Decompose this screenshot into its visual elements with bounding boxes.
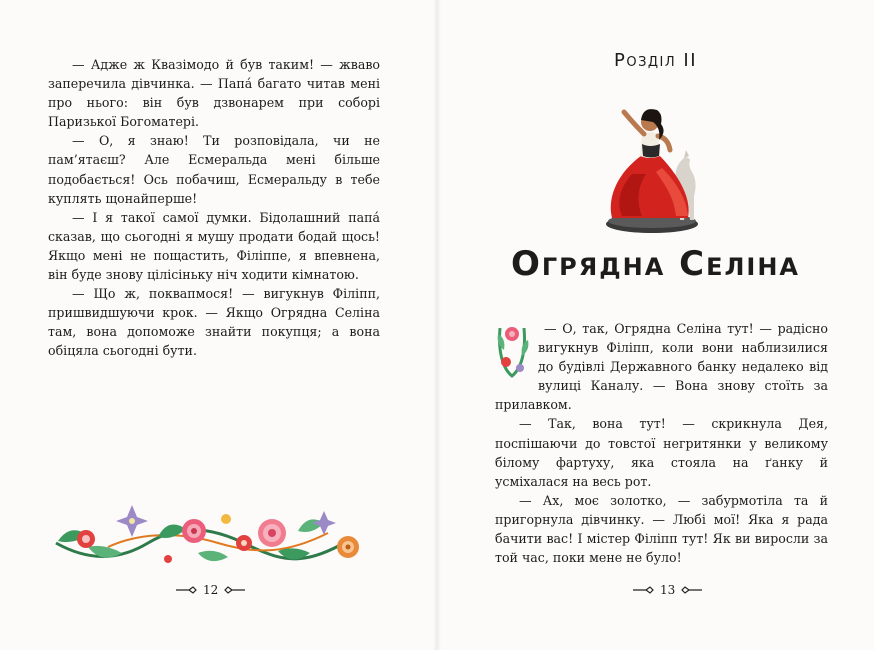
chapter-label: Розділ ІІ — [613, 50, 698, 71]
left-page-text — [48, 55, 380, 361]
floral-ornament-icon — [48, 503, 378, 573]
paragraph: — Так, вона тут! — скрикнула Дея, поспішаючи до товстої негритянки у великому білому фартуху, яка стояла на ґанку й усміхалася на весь рот. — [495, 416, 828, 489]
right-page-text — [495, 319, 828, 567]
folio-flourish-icon — [175, 585, 197, 595]
right-page — [437, 0, 874, 650]
paragraph: — І я такої самої думки. Бідолашний папа́ сказав, що сьогодні я мушу продати бодай щось! Якщо мені не пощастить, Філіппе, я впевнена, він буде знову цілісіньку ніч ходити кімнатою. — [48, 209, 380, 283]
page-number-left — [175, 583, 246, 597]
folio-flourish-icon — [681, 585, 703, 595]
paragraph: — О, я знаю! Ти розповідала, чи не пам’ятаєш? Але Есмеральда мені більше подобається! Ось побачиш, Есмеральду в тебе куплять щонайперше! — [48, 133, 380, 206]
page-number: 13 — [660, 583, 676, 597]
page-number: 12 — [203, 583, 219, 597]
floral-drop-cap-icon — [494, 320, 532, 380]
page-number-right — [632, 583, 703, 597]
dancer-figurine-illustration-icon — [592, 94, 712, 236]
folio-flourish-icon — [632, 585, 654, 595]
paragraph: — Адже ж Квазімодо й був таким! — жваво заперечила дівчинка. — Папа́ багато читав мені про нього: він був дзвонарем при соборі Паризької Богоматері. — [48, 57, 380, 130]
folio-flourish-icon — [224, 585, 246, 595]
paragraph: — Ах, моє золотко, — забурмотіла та й пригорнула дівчинку. — Любі мої! Яка я рада бачити вас! І містер Філіпп тут! Як ви виросли за той час, поки мене не було! — [495, 492, 828, 566]
paragraph: — О, так, Огрядна Селіна тут! — радісно вигукнув Філіпп, коли вони наблизилися до будівлі Державного банку недалеко від вулиці Каналу. — Вона знову стоїть за прилавком. — [495, 321, 828, 413]
paragraph: — Що ж, поквапмося! — вигукнув Філіпп, пришвидшуючи крок. — Якщо Огрядна Селіна там, вона допоможе знайти покупця; а вона обіцяла сьогодні бути. — [48, 286, 380, 359]
chapter-title: Огрядна Селіна — [510, 244, 800, 284]
